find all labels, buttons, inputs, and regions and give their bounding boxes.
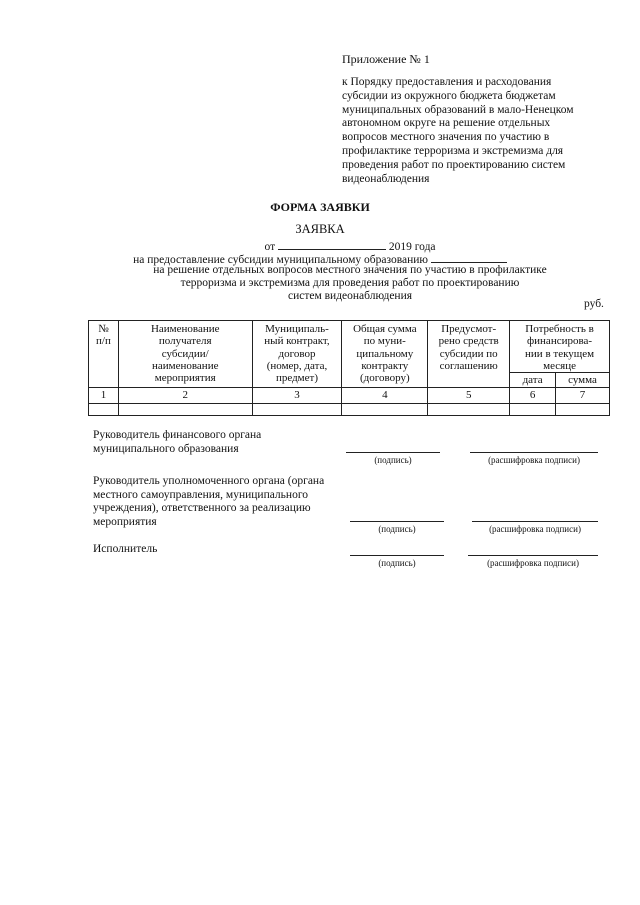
application-table [88, 320, 610, 416]
municipality-field[interactable] [431, 251, 507, 263]
date-prefix: от [264, 241, 276, 253]
appendix-line: к Порядку предоставления и расходования [342, 76, 552, 88]
table-number-row [89, 388, 610, 403]
finance-head-decoding-line[interactable] [470, 451, 598, 453]
finance-head-signature-line[interactable] [346, 451, 440, 453]
column-number: 3 [252, 388, 342, 403]
decoding-caption: (расшифровка подписи) [489, 524, 581, 534]
header-total-amount: Общая сумма по муни- ципальному контракту (договору) [342, 321, 428, 388]
appendix-line: субсидии из окружного бюджета бюджетам [342, 89, 556, 102]
executor-signature-line[interactable] [350, 554, 444, 556]
column-number: 1 [89, 388, 119, 403]
appendix-line: видеонаблюдения [342, 172, 430, 185]
authorized-head-signature-line[interactable] [350, 520, 444, 522]
header-funding-need: Потребность в финансирова- нии в текущем месяце [510, 321, 610, 373]
finance-head-label: Руководитель финансового органа муниципального образования [93, 429, 262, 455]
table-cell[interactable] [118, 403, 252, 415]
header-subsidy-funds: Предусмот- рено средств субсидии по соглашению [428, 321, 510, 388]
table-header-row [89, 321, 610, 373]
column-number: 5 [428, 388, 510, 403]
subheader-amount: сумма [556, 373, 610, 388]
authorized-head-decoding-line[interactable] [472, 520, 598, 522]
header-recipient: Наименование получателя субсидии/ наименование мероприятия [118, 321, 252, 388]
appendix-line: вопросов местного значения по участию в [342, 131, 550, 144]
signature-caption: (подпись) [378, 558, 416, 568]
application-title: ЗАЯВКА [295, 222, 345, 236]
executor-label: Исполнитель [93, 543, 158, 555]
purpose-line-3: систем видеонаблюдения [287, 290, 413, 302]
purpose-line-2: терроризма и экстремизма для проведения работ по проектированию [180, 277, 520, 289]
column-number: 4 [342, 388, 428, 403]
date-field[interactable] [278, 238, 386, 250]
appendix-line: проведения работ по проектированию систем [342, 158, 566, 171]
table-cell[interactable] [342, 403, 428, 415]
column-number: 6 [510, 388, 556, 403]
column-number: 2 [118, 388, 252, 403]
decoding-caption: (расшифровка подписи) [488, 455, 580, 465]
signature-caption: (подпись) [374, 455, 412, 465]
subheader-date: дата [510, 373, 556, 388]
table-cell[interactable] [428, 403, 510, 415]
header-number: № п/п [89, 321, 119, 388]
table-cell[interactable] [556, 403, 610, 415]
appendix-line: муниципальных образований в мало-Ненецком [342, 103, 574, 116]
signature-caption: (подпись) [378, 524, 416, 534]
appendix-description [342, 76, 612, 186]
date-suffix: 2019 года [388, 241, 436, 253]
table-cell[interactable] [252, 403, 342, 415]
table-row[interactable] [89, 403, 610, 415]
currency-label: руб. [584, 298, 604, 310]
table-cell[interactable] [510, 403, 556, 415]
table-cell[interactable] [89, 403, 119, 415]
authorized-head-label: Руководитель уполномоченного органа (органа местного самоуправления, муниципального учреждения), ответственного за реализацию мероприятия [93, 475, 325, 528]
purpose-line-1: на решение отдельных вопросов местного значения по участию в профилактике [153, 264, 547, 276]
executor-decoding-line[interactable] [468, 554, 598, 556]
form-title: ФОРМА ЗАЯВКИ [270, 200, 370, 214]
appendix-line: профилактике терроризма и экстремизма для [342, 144, 564, 157]
appendix-label: Приложение № 1 [342, 52, 430, 66]
column-number: 7 [556, 388, 610, 403]
subsidy-text: на предоставление субсидии муниципальному образованию [133, 254, 429, 266]
appendix-line: автономном округе на решение отдельных [342, 117, 551, 130]
header-contract: Муниципаль- ный контракт, договор (номер, дата, предмет) [252, 321, 342, 388]
decoding-caption: (расшифровка подписи) [487, 558, 579, 568]
